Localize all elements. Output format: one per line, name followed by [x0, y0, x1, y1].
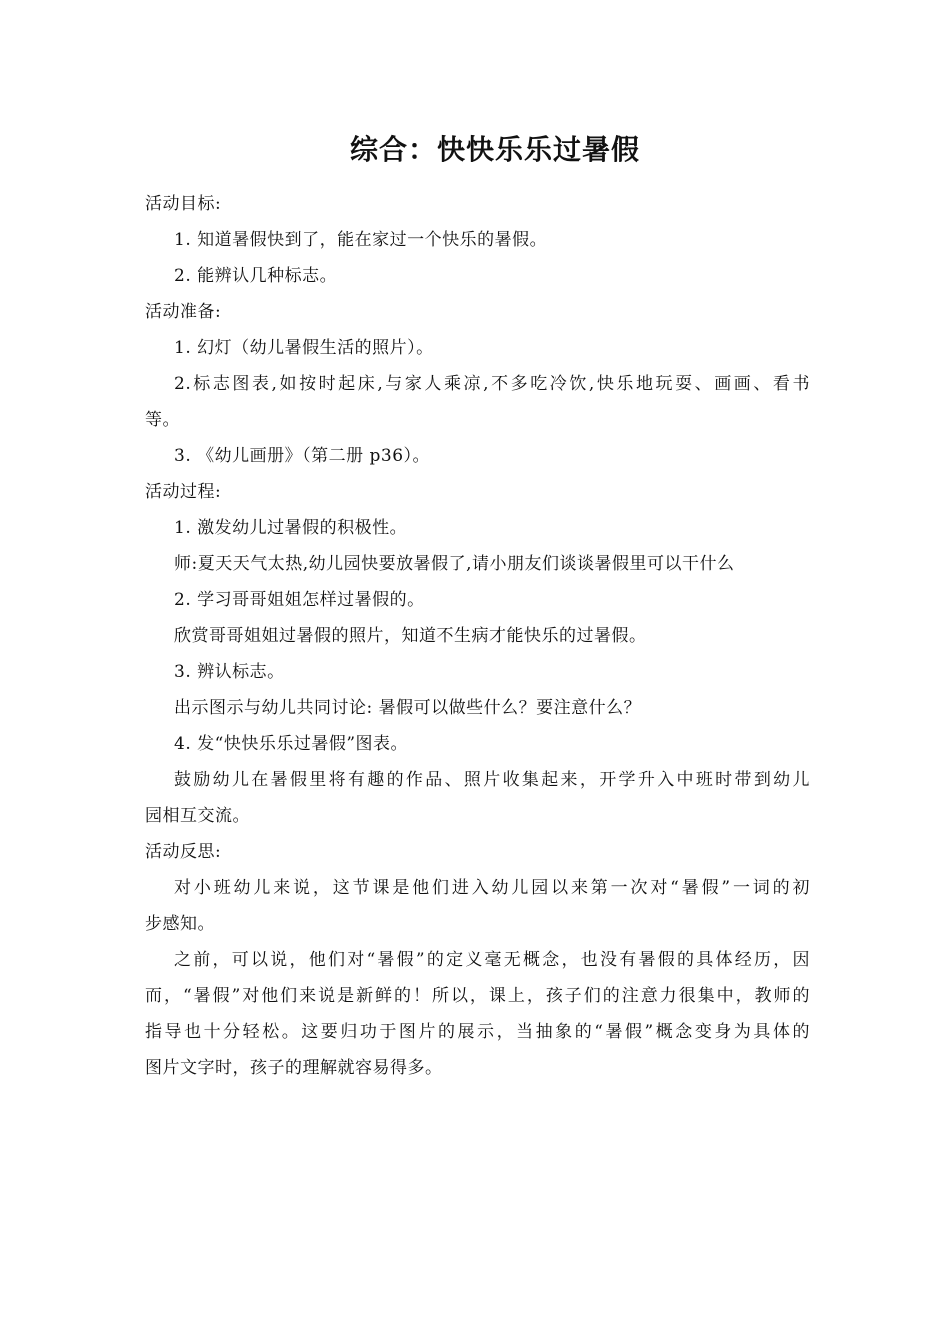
- reflection-para-2-line-3: 指导也十分轻松。这要归功于图片的展示，当抽象的“暑假”概念变身为具体的: [145, 1022, 810, 1042]
- process-step-4: 4. 发“快快乐乐过暑假”图表。: [174, 734, 409, 754]
- process-step-2-text: 欣赏哥哥姐姐过暑假的照片，知道不生病才能快乐的过暑假。: [174, 626, 647, 646]
- process-step-3: 3. 辨认标志。: [174, 662, 285, 682]
- heading-process: 活动过程:: [145, 482, 222, 502]
- reflection-para-1-cont: 步感知。: [145, 914, 215, 934]
- reflection-para-2: 之前，可以说，他们对“暑假”的定义毫无概念，也没有暑假的具体经历，因: [174, 950, 810, 970]
- heading-goals: 活动目标:: [145, 194, 222, 214]
- process-step-4-text: 鼓励幼儿在暑假里将有趣的作品、照片收集起来，开学升入中班时带到幼儿: [174, 770, 810, 790]
- prep-item-2-cont: 等。: [145, 410, 180, 430]
- heading-preparation: 活动准备:: [145, 302, 222, 322]
- reflection-para-2-line-4: 图片文字时，孩子的理解就容易得多。: [145, 1058, 443, 1078]
- prep-item-3: 3. 《幼儿画册》（第二册 p36）。: [174, 446, 431, 466]
- document-body: [145, 186, 810, 1086]
- goal-item-1: 1. 知道暑假快到了，能在家过一个快乐的暑假。: [174, 230, 548, 250]
- process-step-1: 1. 激发幼儿过暑假的积极性。: [174, 518, 408, 538]
- goal-item-2: 2. 能辨认几种标志。: [174, 266, 338, 286]
- process-step-1-text: 师:夏天天气太热,幼儿园快要放暑假了,请小朋友们谈谈暑假里可以干什么: [174, 554, 735, 574]
- reflection-para-2-line-2: 而，“暑假”对他们来说是新鲜的！所以，课上，孩子们的注意力很集中，教师的: [145, 986, 810, 1006]
- process-step-4-text-cont: 园相互交流。: [145, 806, 250, 826]
- heading-reflection: 活动反思:: [145, 842, 222, 862]
- process-step-2: 2. 学习哥哥姐姐怎样过暑假的。: [174, 590, 425, 610]
- process-step-3-text: 出示图示与幼儿共同讨论: 暑假可以做些什么？要注意什么？: [174, 698, 642, 718]
- document-title: 综合：快快乐乐过暑假: [349, 133, 640, 166]
- prep-item-1: 1. 幻灯（幼儿暑假生活的照片）。: [174, 338, 434, 358]
- reflection-para-1: 对小班幼儿来说，这节课是他们进入幼儿园以来第一次对“暑假”一词的初: [174, 878, 810, 898]
- prep-item-2: 2.标志图表,如按时起床,与家人乘凉,不多吃冷饮,快乐地玩耍、画画、看书: [174, 374, 810, 394]
